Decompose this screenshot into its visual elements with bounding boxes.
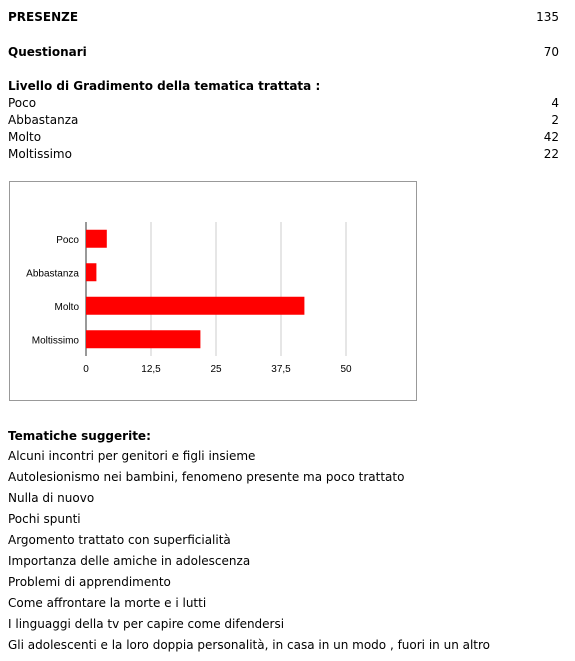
category-label: Abbastanza — [26, 268, 79, 280]
tematica-item: Problemi di apprendimento — [8, 575, 171, 589]
tematica-item: I linguaggi della tv per capire come difendersi — [8, 617, 285, 631]
gradimento-value: 22 — [543, 147, 559, 161]
tematica-item: Alcuni incontri per genitori e figli insieme — [8, 449, 256, 463]
gradimento-label: Abbastanza — [8, 113, 79, 127]
tematica-item: Gli adolescenti e la loro doppia personalità, in casa in un modo , fuori in un altro — [8, 638, 491, 652]
gradimento-row — [8, 113, 559, 128]
gradimento-row — [8, 96, 559, 111]
x-tick-label: 50 — [340, 364, 352, 375]
questionari-label: Questionari — [8, 45, 87, 59]
chart-bar — [86, 297, 304, 315]
gradimento-value: 4 — [551, 96, 559, 110]
gradimento-value: 2 — [551, 113, 559, 127]
gradimento-label: Molto — [8, 130, 42, 144]
questionari-value: 70 — [543, 45, 559, 59]
questionari-row — [8, 45, 559, 60]
tematica-item: Pochi spunti — [8, 512, 81, 526]
tematica-item: Autolesionismo nei bambini, fenomeno presente ma poco trattato — [8, 470, 405, 484]
tematica-item: Importanza delle amiche in adolescenza — [8, 554, 251, 568]
gradimento-title: Livello di Gradimento della tematica trattata : — [8, 79, 321, 93]
category-label: Moltissimo — [31, 335, 79, 347]
gradimento-label: Moltissimo — [8, 147, 72, 161]
chart-bar — [86, 330, 200, 348]
gradimento-chart — [9, 181, 417, 401]
chart-bar — [86, 230, 107, 248]
category-label: Molto — [54, 301, 79, 313]
tematica-item: Nulla di nuovo — [8, 491, 95, 505]
x-tick-label: 12,5 — [141, 364, 161, 375]
gradimento-value: 42 — [543, 130, 559, 144]
tematica-item: Argomento trattato con superficialità — [8, 533, 231, 547]
gradimento-label: Poco — [8, 96, 37, 110]
chart-bar — [86, 263, 96, 281]
gradimento-row — [8, 147, 559, 162]
presenze-value: 135 — [536, 10, 559, 24]
presenze-row — [8, 10, 559, 25]
x-tick-label: 0 — [83, 364, 89, 375]
category-label: Poco — [56, 234, 79, 246]
x-tick-label: 25 — [210, 364, 222, 375]
x-tick-label: 37,5 — [271, 364, 291, 375]
presenze-label: PRESENZE — [8, 10, 79, 24]
gradimento-row — [8, 130, 559, 145]
tematica-item: Come affrontare la morte e i lutti — [8, 596, 207, 610]
tematiche-title: Tematiche suggerite: — [8, 429, 151, 443]
chart-svg — [10, 182, 416, 400]
